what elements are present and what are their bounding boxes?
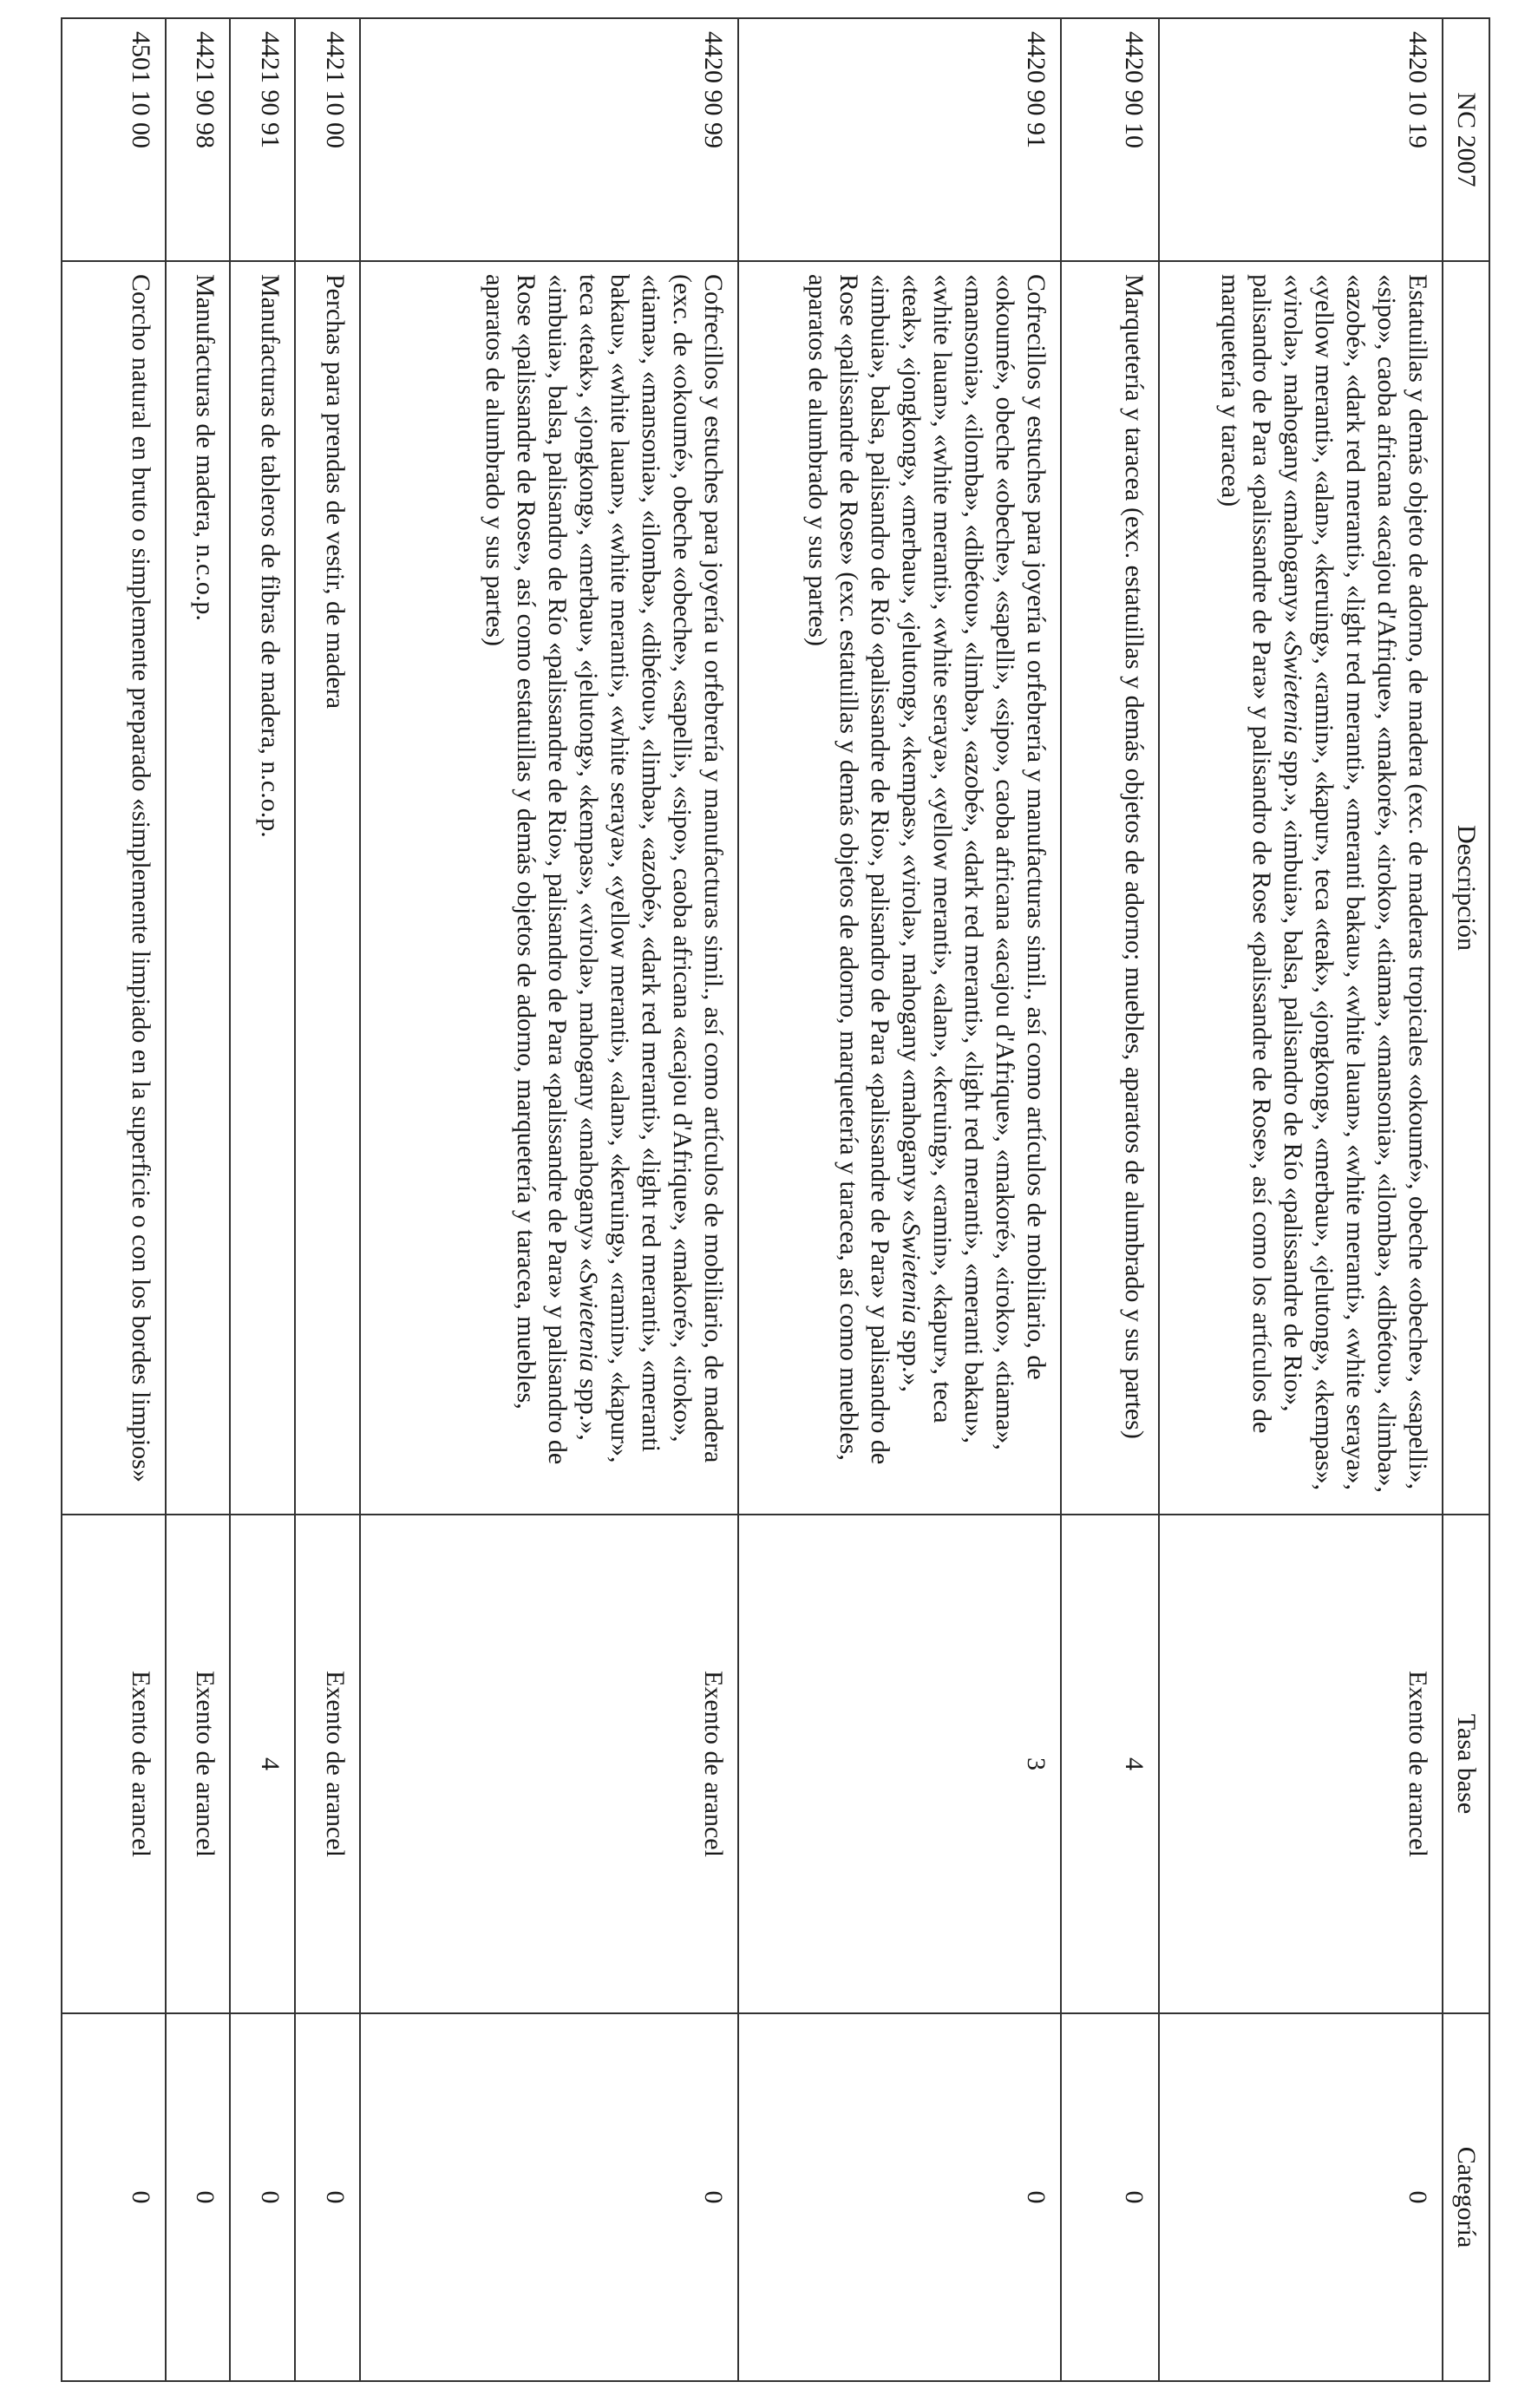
description-text: Corcho natural en bruto o simplemente preparado «simplemente limpiado en la superficie o con los bordes limpios» (126, 274, 155, 1482)
category: 0 (62, 2013, 166, 2381)
description (1159, 261, 1443, 1515)
table-row (166, 18, 231, 2381)
nc-code: 4420 90 99 (360, 18, 738, 261)
table-row (295, 18, 360, 2381)
nc-code: 4421 90 91 (230, 18, 295, 261)
nc-code: 4420 90 91 (738, 18, 1061, 261)
header-row (1443, 18, 1489, 2381)
description (738, 261, 1061, 1515)
header-nc-2007: NC 2007 (1443, 18, 1489, 261)
table-row (62, 18, 166, 2381)
description-text-end: spp.», «imbuia», balsa, palisandro de Río «palissandre de Rio», palisandro de Para «palissandre de Para» y palisandro de Rose «palissandre de Rose», así como los artículos de marquetería y taracea) (1216, 274, 1307, 1434)
description (62, 261, 166, 1515)
category: 0 (360, 2013, 738, 2381)
header-categoria: Categoría (1443, 2013, 1489, 2381)
description-italic: Swietenia (574, 1270, 604, 1372)
nc-code: 4501 10 00 (62, 18, 166, 261)
category: 0 (738, 2013, 1061, 2381)
nc-code: 4420 90 10 (1061, 18, 1158, 261)
description-text: Marquetería y taracea (exc. estatuillas y demás objetos de adorno; muebles, aparatos de alumbrado y sus partes) (1119, 274, 1149, 1439)
description-text: Cofrecillos y estuches para joyería u orfebrería y manufacturas simil., así como artículos de mobiliario, de «okoumé», obeche «obeche», «sapelli», «sipo», caoba africana «acajou d'Afrique», «makoré», «iroko», «tiama», «mansonia», «ilomba», «dibétou», «limba», «azobé», «dark red meranti», «light red meranti», «meranti bakau», «white lauan», «white meranti», «white seraya», «yellow meranti», «alan», «keruing», «ramin», «kapur», teca «teak», «jongkong», «merbau», «jelutong», «kempas», «virola», mahogany «mahogany» « (897, 274, 1051, 1450)
nc-code: 4421 10 00 (295, 18, 360, 261)
tariff-table (61, 17, 1490, 2382)
category: 0 (1061, 2013, 1158, 2381)
table-row (230, 18, 295, 2381)
description (166, 261, 231, 1515)
base-rate: Exento de arancel (1159, 1515, 1443, 2013)
description-text-end: spp.», «imbuia», balsa, palisandro de Río «palissandre de Rio», palisandro de Para «palissandre de Para» y palisandro de Rose «palissandre de Rose» (exc. estatuillas y demás objetos de adorno, marquetería y taracea, así como muebles, aparatos de alumbrado y sus partes) (803, 274, 926, 1465)
description (360, 261, 738, 1515)
description-text: Estatuillas y demás objeto de adorno, de madera (exc. de maderas tropicales «okoumé», obeche «obeche», «sapelli», «sipo», caoba africana «acajou d'Afrique», «makoré», «iroko», «tiama», «mansonia», «ilomba», «dibétou», «limba», «azobé», «dark red meranti», «light red meranti», «meranti bakau», «white lauan», «white meranti», «white seraya», «yellow meranti», «alan», «keruing», «ramin», «kapur», teca «teak», «jongkong», «merbau», «jelutong», «kempas», «virola», mahogany «mahogany» « (1279, 274, 1432, 1494)
table-row (738, 18, 1061, 2381)
base-rate: Exento de arancel (295, 1515, 360, 2013)
base-rate: Exento de arancel (62, 1515, 166, 2013)
table-row (360, 18, 738, 2381)
header-descripcion: Descripción (1443, 261, 1489, 1515)
base-rate: Exento de arancel (360, 1515, 738, 2013)
base-rate: Exento de arancel (166, 1515, 231, 2013)
category: 0 (230, 2013, 295, 2381)
base-rate: 3 (738, 1515, 1061, 2013)
category: 0 (295, 2013, 360, 2381)
table-row (1159, 18, 1443, 2381)
description-text: Cofrecillos y estuches para joyería u orfebrería y manufacturas simil., así como artículos de mobiliario, de madera (exc. de «okoumé», obeche «obeche», «sapelli», «sipo», caoba africana «acajou d'Afrique», «makoré», «iroko», «tiama», «mansonia», «ilomba», «dibétou», «limba», «azobé», «dark red meranti», «light red meranti», «meranti bakau», «white lauan», «white meranti», «white seraya», «yellow meranti», «alan», «keruing», «ramin», «kapur», teca «teak», «jongkong», «merbau», «jelutong», «kempas», «virola», mahogany «mahogany» « (574, 274, 729, 1463)
table-row (1061, 18, 1158, 2381)
category: 0 (1159, 2013, 1443, 2381)
description (230, 261, 295, 1515)
description-text: Manufacturas de madera, n.c.o.p. (191, 274, 220, 621)
description (1061, 261, 1158, 1515)
description-italic: Swietenia (897, 1222, 926, 1324)
nc-code: 4421 90 98 (166, 18, 231, 261)
description-text: Manufacturas de tableros de fibras de madera, n.c.o.p. (256, 274, 285, 838)
description-italic: Swietenia (1279, 642, 1307, 744)
description (295, 261, 360, 1515)
base-rate: 4 (1061, 1515, 1158, 2013)
nc-code: 4420 10 19 (1159, 18, 1443, 261)
base-rate: 4 (230, 1515, 295, 2013)
description-text-end: spp.», «imbuia», balsa, palisandro de Río «palissandre de Rio», palisandro de Para «palissandre de Para» y palisandro de Rose «palissandre de Rose», así como estatuillas y demás objetos de adorno, marquetería y taracea, muebles, aparatos de alumbrado y sus partes) (481, 274, 604, 1465)
header-tasa-base: Tasa base (1443, 1515, 1489, 2013)
category: 0 (166, 2013, 231, 2381)
description-text: Perchas para prendas de vestir, de madera (321, 274, 350, 710)
